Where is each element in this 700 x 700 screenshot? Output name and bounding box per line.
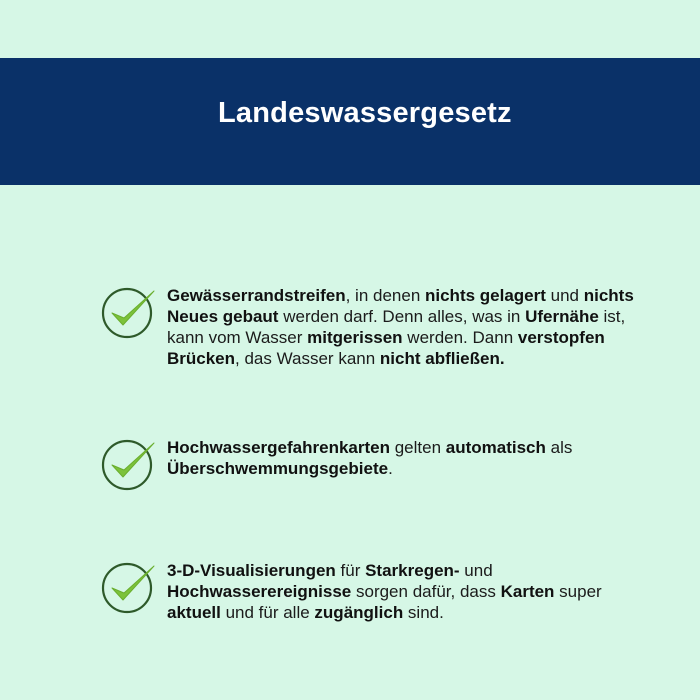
bold-text: Ufernähe [525, 307, 599, 326]
body-text: , das Wasser kann [235, 349, 380, 368]
body-text: ist, kann vom Wasser [167, 307, 626, 347]
item-text [167, 560, 647, 623]
bold-text: zugänglich [314, 603, 404, 622]
body-text: für [335, 561, 366, 580]
bold-text: nicht abfließen. [379, 349, 505, 368]
body-text: und für alle [220, 603, 315, 622]
body-text: werden. Dann [402, 328, 518, 347]
bold-text: automatisch [445, 438, 546, 457]
body-text: super [554, 582, 602, 601]
checkmark-icon [100, 437, 156, 493]
checkmark-icon [100, 285, 156, 341]
page-title: Landeswassergesetz [218, 97, 512, 129]
bold-text: Hochwasserereignisse [167, 582, 352, 601]
bold-text: mitgerissen [307, 328, 403, 347]
bold-text: aktuell [167, 603, 221, 622]
bold-text: 3-D-Visualisierungen [167, 561, 336, 580]
checkmark-icon [100, 560, 156, 616]
body-text: sorgen dafür, dass [351, 582, 501, 601]
body-text: als [545, 438, 573, 457]
body-text: , in denen [345, 286, 425, 305]
bold-text: verstopfen Brücken [167, 328, 605, 368]
bold-text: Gewässerrandstreifen [167, 286, 346, 305]
bold-text: Starkregen- [365, 561, 460, 580]
body-text: . [388, 459, 393, 478]
body-text: gelten [389, 438, 446, 457]
body-text: und [545, 286, 584, 305]
bold-text: Überschwemmungsgebiete [167, 459, 389, 478]
bold-text: nichts gelagert [425, 286, 546, 305]
body-text: sind. [403, 603, 444, 622]
item-text [167, 285, 647, 369]
body-text: werden darf. Denn alles, was in [278, 307, 526, 326]
item-text [167, 437, 647, 479]
bold-text: Karten [500, 582, 555, 601]
bold-text: nichts Neues gebaut [167, 286, 634, 326]
bold-text: Hochwassergefahrenkarten [167, 438, 390, 457]
body-text: und [459, 561, 493, 580]
